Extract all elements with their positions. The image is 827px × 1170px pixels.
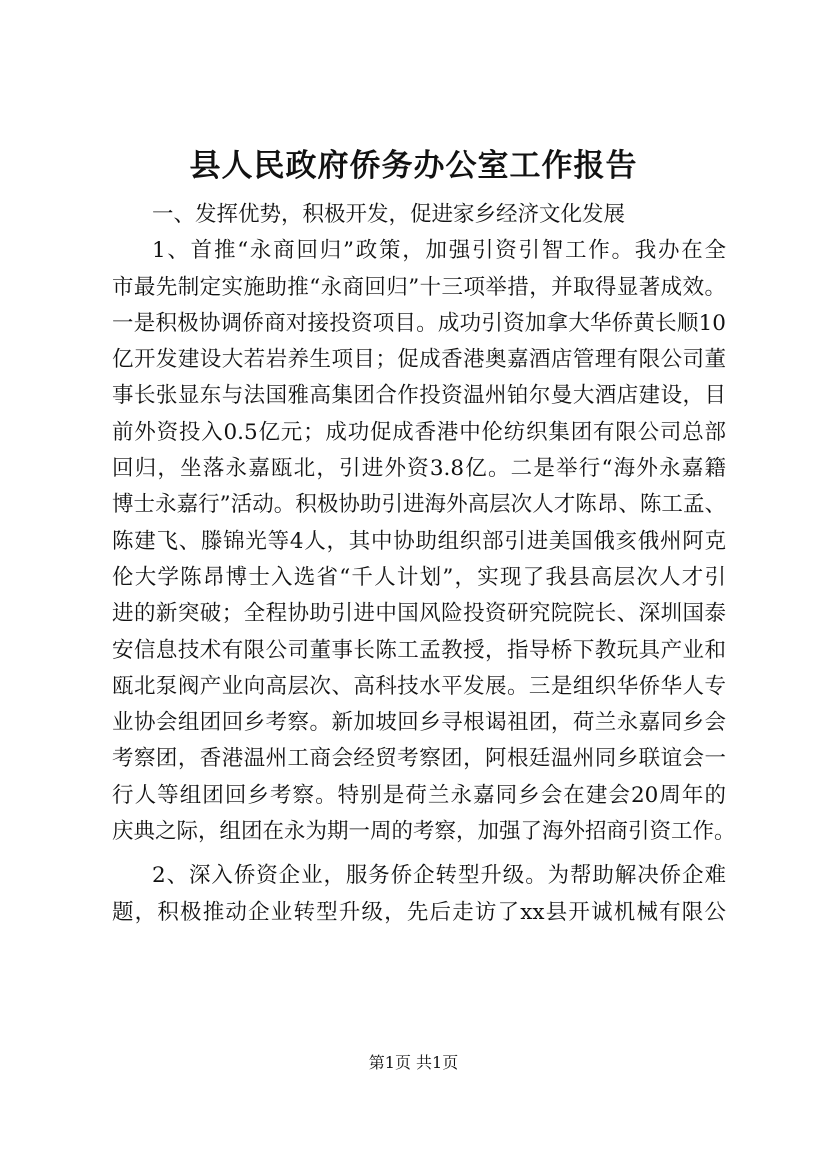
paragraph-line: 陈建飞、滕锦光等4人，其中协助组织部引进美国俄亥俄州阿克: [112, 528, 726, 554]
document-body: [112, 197, 736, 931]
paragraph-line: 回归，坐落永嘉瓯北，引进外资3.8亿。二是举行“海外永嘉籍: [112, 456, 726, 482]
paragraph-line: 前外资投入0.5亿元；成功促成香港中伦纺织集团有限公司总部: [112, 419, 726, 445]
paragraph-line: 进的新突破；全程协助引进中国风险投资研究院院长、深圳国泰: [112, 601, 726, 627]
paragraph-line: 瓯北泵阀产业向高层次、高科技水平发展。三是组织华侨华人专: [112, 673, 726, 699]
paragraph-line: 一是积极协调侨商对接投资项目。成功引资加拿大华侨黄长顺10: [112, 310, 726, 336]
paragraph-line: 行人等组团回乡考察。特别是荷兰永嘉同乡会在建会20周年的: [112, 782, 726, 808]
paragraph-line: 业协会组团回乡考察。新加坡回乡寻根谒祖团，荷兰永嘉同乡会: [112, 710, 726, 736]
paragraph-line: 事长张显东与法国雅高集团合作投资温州铂尔曼大酒店建设，目: [112, 383, 726, 409]
paragraph-line: 市最先制定实施助推“永商回归”十三项举措，并取得显著成效。: [112, 274, 726, 300]
paragraph-line: 1、首推“永商回归”政策，加强引资引智工作。我办在全: [152, 238, 726, 264]
paragraph-2: [112, 858, 726, 931]
paragraph-line: 伦大学陈昂博士入选省“千人计划”，实现了我县高层次人才引: [112, 564, 726, 590]
paragraph-1: [112, 233, 736, 850]
paragraph-line: 题，积极推动企业转型升级，先后走访了xx县开诚机械有限公: [112, 899, 726, 925]
paragraph-line: 庆典之际，组团在永为期一周的考察，加强了海外招商引资工作。: [112, 819, 736, 845]
section-heading: 一、发挥优势，积极开发，促进家乡经济文化发展: [152, 202, 626, 227]
paragraph-spacing: [112, 850, 726, 858]
paragraph-line: 安信息技术有限公司董事长陈工孟教授，指导桥下教玩具产业和: [112, 637, 726, 663]
page-number-footer: 第1页 共1页: [368, 1053, 459, 1072]
paragraph-line: 考察团，香港温州工商会经贸考察团，阿根廷温州同乡联谊会一: [112, 746, 726, 772]
document-title: 县人民政府侨务办公室工作报告: [189, 148, 638, 184]
paragraph-line: 2、深入侨资企业，服务侨企转型升级。为帮助解决侨企难: [152, 863, 726, 889]
paragraph-line: 博士永嘉行”活动。积极协助引进海外高层次人才陈昂、陈工孟、: [112, 492, 726, 518]
paragraph-line: 亿开发建设大若岩养生项目；促成香港奥嘉酒店管理有限公司董: [112, 347, 726, 373]
